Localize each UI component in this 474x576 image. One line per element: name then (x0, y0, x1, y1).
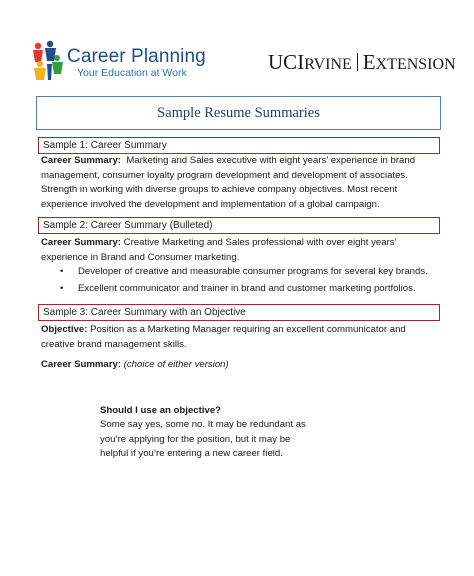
sample-1-label: Career Summary: (41, 155, 121, 166)
sample-2-heading: Sample 2: Career Summary (Bulleted) (38, 217, 440, 234)
sample-2-text: Creative Marketing and Sales professional with over eight years’ experience in Brand and Consumer marketing. (41, 237, 397, 263)
uci-extension-initial: E (362, 50, 376, 74)
summary-label: Career Summary: (41, 359, 121, 370)
page-title: Sample Resume Summaries (157, 104, 320, 121)
uci-extension-rest: XTENSION (375, 56, 456, 73)
sample-3-heading: Sample 3: Career Summary with an Objective (38, 304, 440, 321)
bullet-icon: • (60, 282, 64, 294)
sample-1-body (41, 154, 436, 212)
sample-2-label: Career Summary: (41, 237, 121, 248)
brand-tagline: Your Education at Work (77, 67, 187, 79)
question-body: Some say yes, some no. It may be redundant as you’re applying for the position, but it may be helpful if you’re entering a new career field. (100, 419, 306, 459)
uci-irvine-initial: I (297, 50, 305, 74)
question-title: Should I use an objective? (100, 405, 222, 416)
sample-2-bullet-list (60, 265, 440, 298)
summary-text: (choice of either version) (123, 359, 229, 370)
objective-text: Position as a Marketing Manager requiring an excellent communicator and creative brand management skills. (41, 324, 406, 350)
bullet-text: Excellent communicator and trainer in brand and customer marketing portfolios. (78, 282, 416, 294)
sample-1-heading: Sample 1: Career Summary (38, 137, 440, 154)
uci-prefix: UC (268, 50, 298, 74)
bullet-icon: • (60, 266, 64, 277)
brand-title: Career Planning (67, 46, 206, 67)
objective-label: Objective: (41, 324, 88, 335)
sample-3-objective (41, 323, 436, 352)
bullet-text: Developer of creative and measurable consumer programs for several key brands. (78, 266, 428, 277)
uci-irvine-rest: RVINE (304, 56, 352, 73)
page-title-box (36, 96, 441, 130)
sample-3-summary (41, 358, 436, 373)
career-planning-logo-icon (30, 40, 64, 82)
sample-1-text: Marketing and Sales executive with eight years’ experience in brand management, consumer loyalty program development and development of associates. Strength in working with diverse groups to achieve company objectives. Most recent experience involved the development and implementation of a global campaign. (41, 155, 416, 210)
sample-2-body (41, 236, 436, 265)
list-item (60, 265, 440, 280)
logo-divider (357, 53, 358, 71)
uci-extension-logo (268, 50, 456, 75)
list-item (60, 282, 440, 297)
